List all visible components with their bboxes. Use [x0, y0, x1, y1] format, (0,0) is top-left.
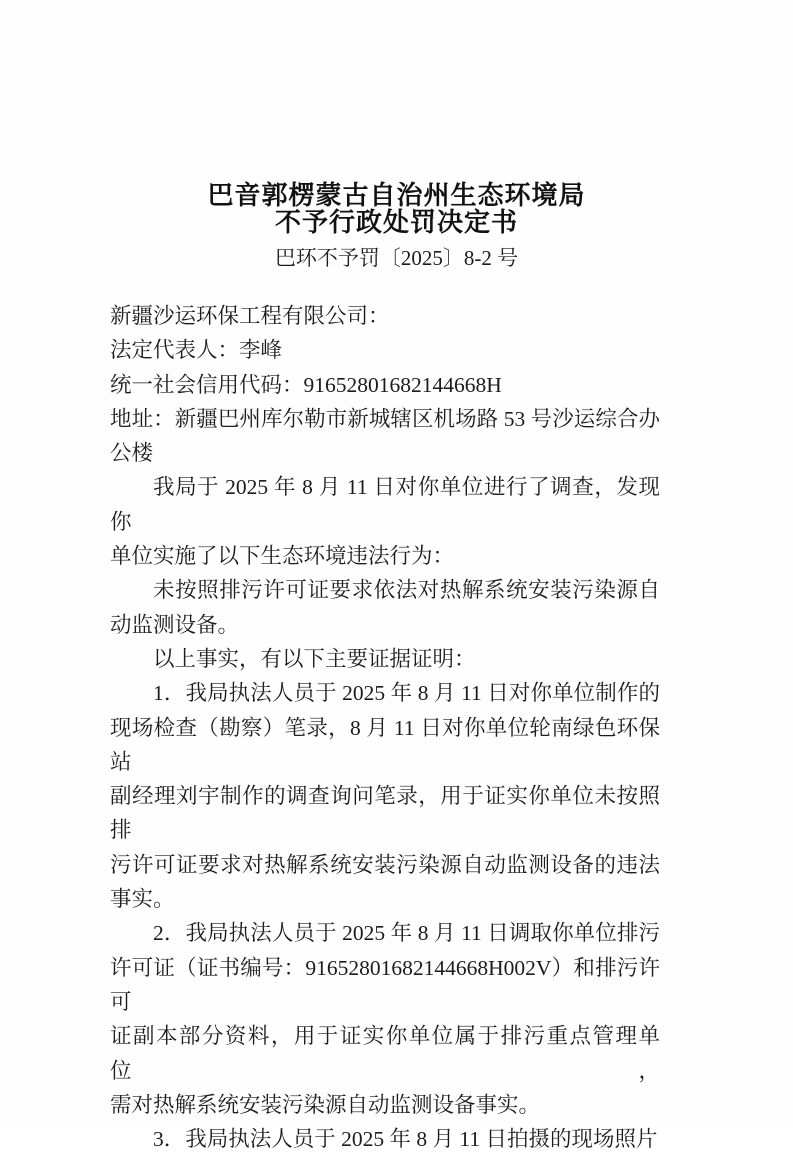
document-line: 证副本部分资料，用于证实你单位属于排污重点管理单位， — [110, 1024, 660, 1083]
document-number: 巴环不予罚〔2025〕8-2 号 — [274, 246, 519, 270]
document-header — [0, 0, 793, 272]
document-line: 法定代表人：李峰 — [110, 338, 283, 363]
document-line: 新疆沙运环保工程有限公司： — [110, 304, 390, 328]
document-line: 公楼 — [110, 441, 154, 466]
document-line: 需对热解系统安装污染源自动监测设备事实。 — [110, 1092, 541, 1117]
document-body — [110, 299, 660, 1156]
document-line: 动监测设备。 — [110, 612, 240, 637]
document-title-line2: 不予行政处罚决定书 — [274, 208, 518, 237]
document-line: 2．我局执法人员于 2025 年 8 月 11 日调取你单位排污 — [153, 921, 660, 946]
document-line: 事实。 — [110, 887, 175, 912]
document-line: 副经理刘宇制作的调查询问笔录，用于证实你单位未按照排 — [110, 784, 660, 843]
document-line: 单位实施了以下生态环境违法行为： — [110, 544, 455, 569]
document-line: 地址：新疆巴州库尔勒市新城辖区机场路 53 号沙运综合办 — [110, 406, 660, 431]
document-line: 我局于 2025 年 8 月 11 日对你单位进行了调查，发现你 — [110, 475, 660, 534]
document-line: 污许可证要求对热解系统安装污染源自动监测设备的违法 — [110, 852, 660, 877]
document-line: 许可证（证书编号：91652801682144668H002V）和排污许可 — [110, 955, 660, 1014]
document-line: 1．我局执法人员于 2025 年 8 月 11 日对你单位制作的 — [153, 681, 660, 706]
document-line: 以上事实，有以下主要证据证明： — [153, 646, 476, 671]
document-line: 未按照排污许可证要求依法对热解系统安装污染源自 — [153, 578, 660, 603]
document-title-line1: 巴音郭楞蒙古自治州生态环境局 — [207, 181, 586, 210]
document-line: 统一社会信用代码：91652801682144668H — [110, 372, 502, 397]
document-line: 现场检查（勘察）笔录，8 月 11 日对你单位轮南绿色环保站 — [110, 715, 660, 774]
document-line: 3．我局执法人员于 2025 年 8 月 11 日拍摄的现场照片 — [153, 1127, 658, 1152]
